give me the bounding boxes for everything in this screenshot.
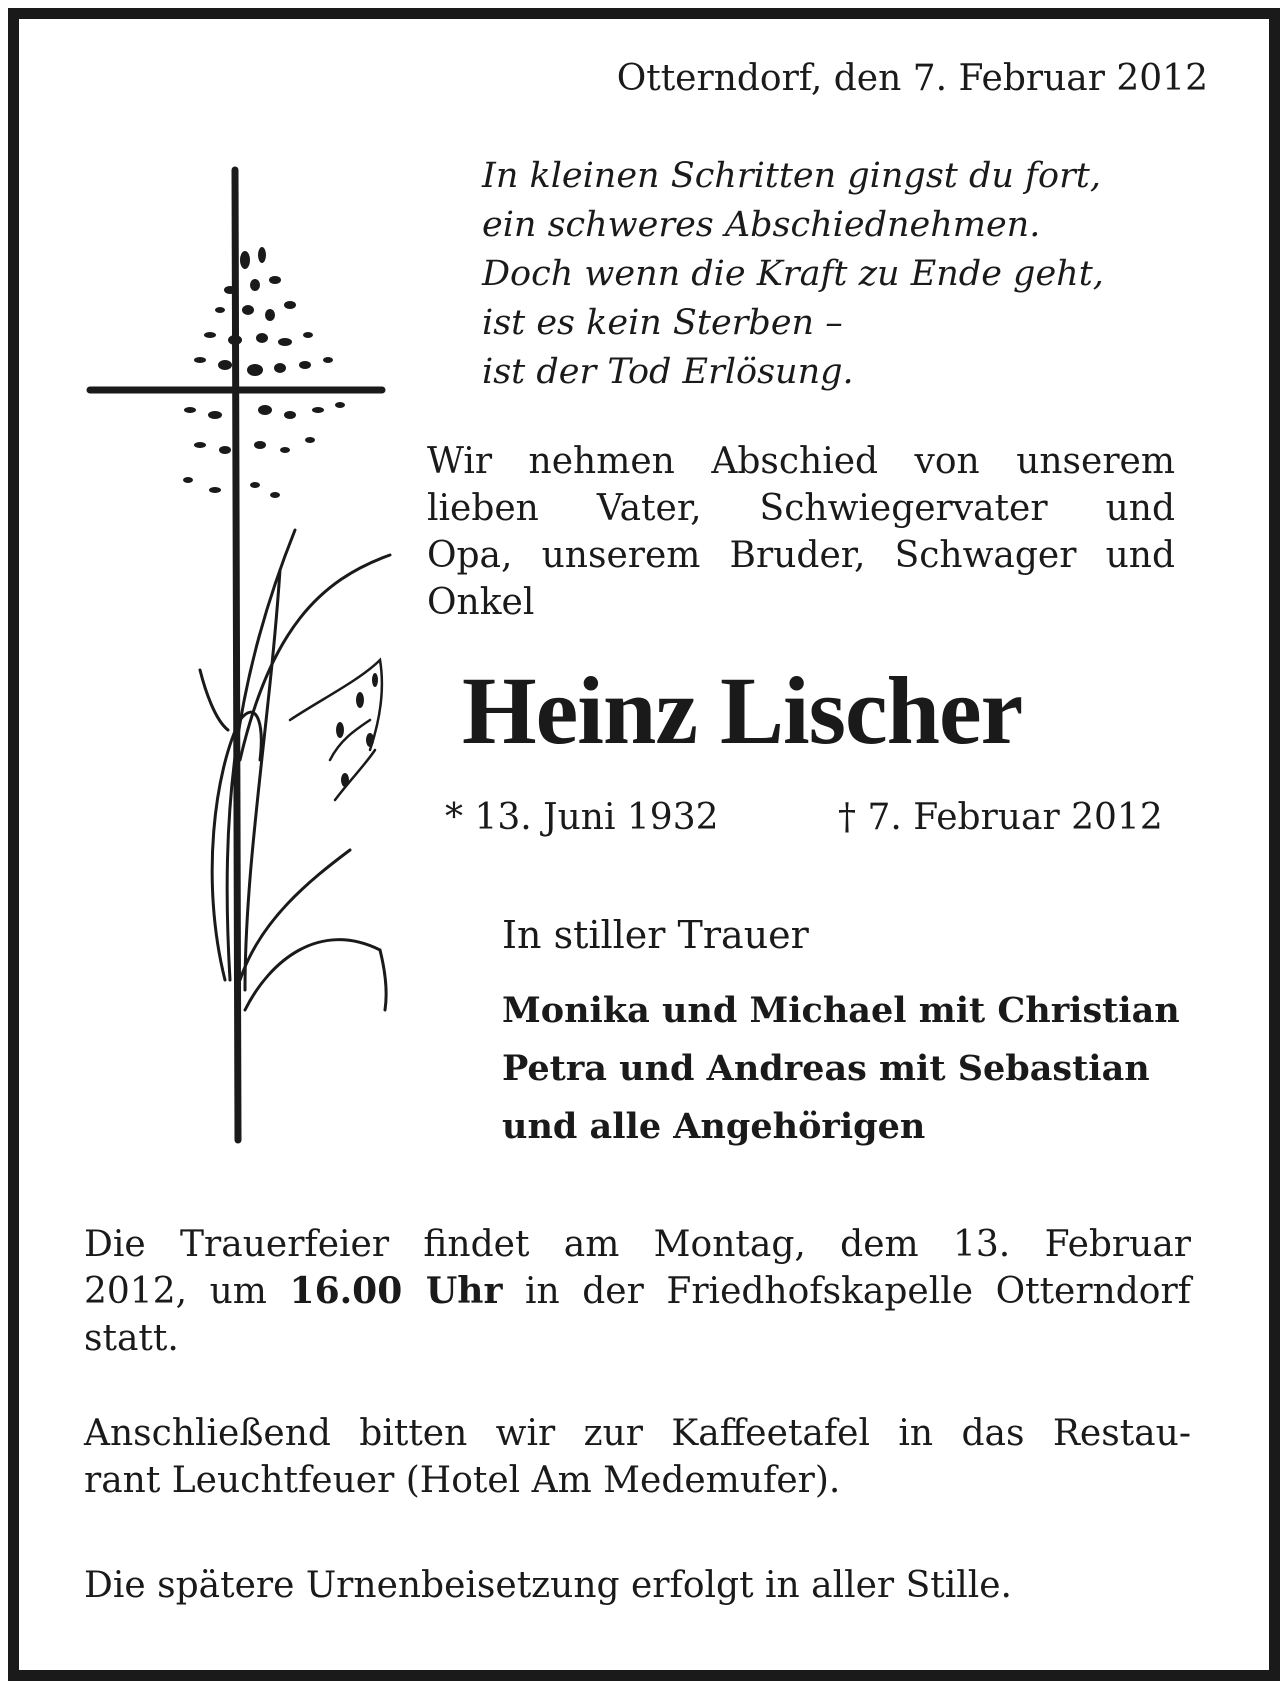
ceremony-line: statt.	[84, 1318, 179, 1359]
ceremony-paragraph	[84, 1221, 1191, 1362]
reception-paragraph	[84, 1410, 1191, 1504]
reception-line: Anschließend bitten wir zur Kaffeetafel in das Restau-	[84, 1413, 1191, 1454]
poem-line: In kleinen Schritten gingst du fort,	[482, 156, 1101, 196]
birth-date: * 13. Juni 1932	[445, 797, 719, 838]
reception-line: rant Leuchtfeuer (Hotel Am Medemufer).	[84, 1460, 841, 1501]
family-line: Petra und Andreas mit Sebastian	[502, 1048, 1150, 1089]
death-date: † 7. Februar 2012	[838, 797, 1163, 838]
family-list	[502, 982, 1180, 1156]
ceremony-text: in der Friedhofskapelle Otterndorf	[502, 1271, 1191, 1312]
cross-with-grass-icon	[80, 160, 400, 1150]
ceremony-line: Die Trauerfeier findet am Montag, dem 13. Februar	[84, 1224, 1191, 1265]
ceremony-line	[84, 1268, 1191, 1315]
ceremony-text: 2012, um	[84, 1271, 290, 1312]
intro-text	[427, 438, 1175, 626]
ceremony-time: 16.00 Uhr	[289, 1270, 503, 1312]
poem-line: ist der Tod Erlösung.	[482, 352, 854, 392]
intro-line: lieben Vater, Schwiegervater und	[427, 488, 1175, 529]
poem-line: Doch wenn die Kraft zu Ende geht,	[482, 254, 1104, 294]
family-line: und alle Angehörigen	[502, 1106, 926, 1147]
intro-line: Opa, unserem Bruder, Schwager und	[427, 535, 1175, 576]
place-date: Otterndorf, den 7. Februar 2012	[616, 58, 1208, 99]
intro-line: Wir nehmen Abschied von unserem	[427, 441, 1175, 482]
mourning-heading: In stiller Trauer	[502, 913, 809, 957]
poem-line: ein schweres Abschiednehmen.	[482, 205, 1041, 245]
poem-line: ist es kein Sterben –	[482, 303, 843, 343]
poem	[482, 152, 1104, 397]
intro-line: Onkel	[427, 582, 535, 623]
deceased-name: Heinz Lischer	[462, 657, 1023, 764]
family-line: Monika und Michael mit Christian	[502, 990, 1180, 1031]
burial-note: Die spätere Urnenbeisetzung erfolgt in aller Stille.	[84, 1565, 1012, 1606]
